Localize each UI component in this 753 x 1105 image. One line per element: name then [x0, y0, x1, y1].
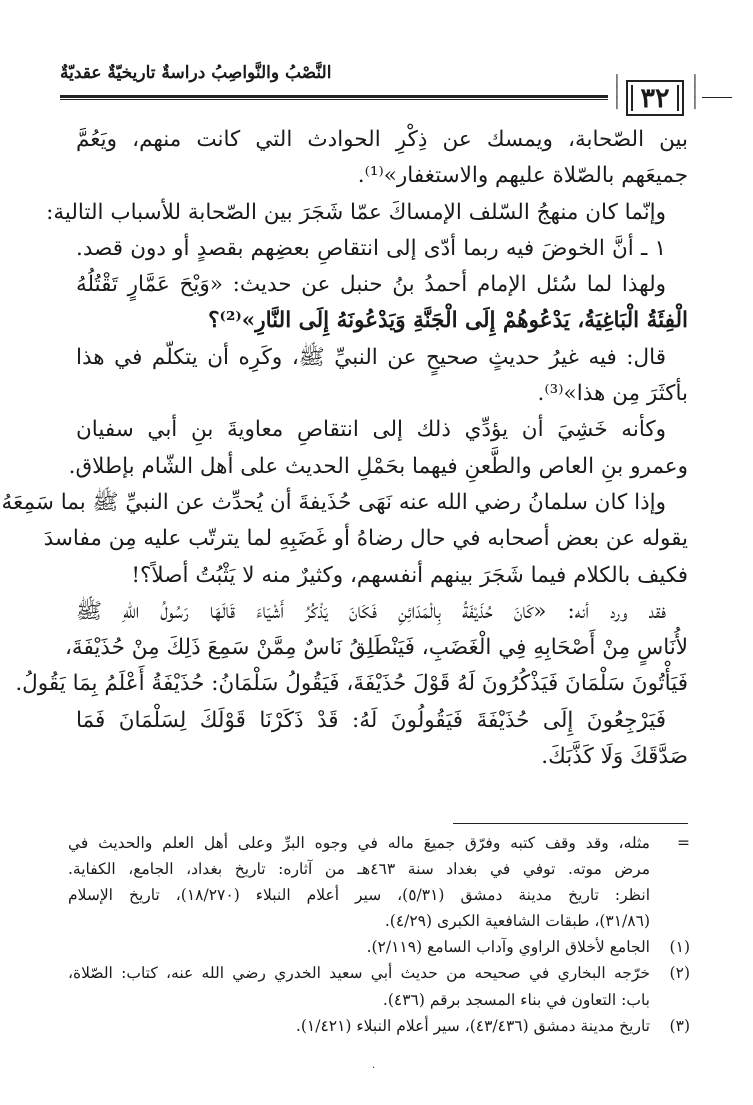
- text-line: فَيَرْجِعُونَ إِلَى حُذَيْفَةَ فَيَقُولُونَ لَهُ: قَدْ ذَكَرْنَا قَوْلَكَ لِسَلْمَانَ فَمَا: [76, 707, 666, 733]
- footnote-line: [68, 856, 690, 882]
- main-text: [1, 122, 688, 775]
- footnote-line: [68, 934, 690, 960]
- footnote-separator: [453, 823, 688, 824]
- footnote-marker: =: [677, 834, 690, 852]
- footnote-line: [68, 960, 690, 986]
- footnote-text: باب: التعاون في بناء المسجد برقم (٤٣٦).: [382, 990, 650, 1009]
- page-dot: ·: [372, 1063, 376, 1074]
- text-line: وإذا كان سلمانُ رضي الله عنه نَهَى حُذَيفةَ أن يُحدِّث عن النبيِّ ﷺ بما سَمِعَهُ: [1, 489, 666, 515]
- page-number: ٣٢: [626, 80, 684, 116]
- text-line: ولهذا لما سُئل الإمام أحمدُ بنُ حنبل عن حديث: «وَيْحَ عَمَّارٍ تَقْتُلُهُ: [76, 272, 666, 298]
- ornament-left: ❘ ❘ ❘: [611, 73, 623, 110]
- footnote-marker: (٣): [669, 1016, 690, 1035]
- footnote-text: مثله، وقد وقف كتبه وفرّق جميعَ ماله في وجوه البرِّ وعلى أهل العلم والحديث في: [68, 834, 650, 852]
- text-line: بين الصّحابة، ويمسك عن ذِكْرِ الحوادث التي كانت منهم، ويَعُمَّ: [76, 127, 688, 152]
- text-line: قال: فيه غيرُ حديثٍ صحيحٍ عن النبيِّ ﷺ، وكَرِه أن يتكلّم في هذا: [76, 344, 666, 370]
- text-line: وكأنه خَشِيَ أن يؤدِّي ذلك إلى انتقاصِ معاويةَ بنِ أبي سفيان: [76, 417, 666, 443]
- text-line: فقد ورد أنه: «كَانَ حُذَيْفَةُ بِالْمَدَائِنِ فَكَانَ يَذْكُرُ أَشْيَاءَ قَالَهَا رَسُولُ اللهِ ﷺ: [76, 598, 666, 624]
- footnote-text: تاريخ مدينة دمشق (٤٣/٤٣٦)، سير أعلام النبلاء (١/٤٢١).: [295, 1016, 650, 1035]
- ornament-right: ❘ ❘ ❘: [689, 73, 701, 110]
- text-line: يقوله عن بعض أصحابه في حال رضاهُ أو غَضَبِهِ لما يترتّب عليه مِن مفاسدَ: [43, 526, 688, 552]
- running-title: النَّصْبُ والنَّواصِبُ دراسةٌ تاريخيّةٌ عقديّةٌ: [60, 63, 332, 83]
- text-line: جميعَهم بالصّلاة عليهم والاستغفار»⁽¹⁾.: [357, 163, 688, 189]
- footnote-line: [68, 830, 690, 856]
- text-line: فَيَأْتُونَ سَلْمَانَ فَيَذْكُرُونَ لَهُ قَوْلَ حُذَيْفَةَ، فَيَقُولُ سَلْمَانُ: حُذَيْفَةُ أَعْلَمُ بِمَا يَقُولُ.: [15, 671, 688, 697]
- footnote-marker: (١): [669, 938, 690, 957]
- footnote-line: [68, 908, 690, 934]
- footnote-text: انظر: تاريخ مدينة دمشق (٥/٣١)، سير أعلام النبلاء (١٨/٢٧٠)، تاريخ الإسلام: [68, 886, 651, 905]
- text-line: ١ ـ أنَّ الخوضَ فيه ربما أدّى إلى انتقاصِ بعضِهم بقصدٍ أو دون قصد.: [76, 235, 666, 261]
- text-line: فكيف بالكلام فيما شَجَرَ بينهم أنفسهم، وكثيرٌ منه لا يَثْبُتُ أصلاً؟!: [131, 562, 688, 588]
- footnotes: [68, 830, 690, 1039]
- footnote-text: الجامع لأخلاق الراوي وآداب السامع (٢/١١٩).: [366, 938, 650, 957]
- text-line: صَدَّقَكَ وَلَا كَذَّبَكَ.: [541, 744, 688, 770]
- footnote-text: (٣١/٨٦)، طبقات الشافعية الكبرى (٤/٢٩).: [384, 912, 650, 931]
- text-line: لأُنَاسٍ مِنْ أَصْحَابِهِ فِي الْغَضَبِ، فَيَنْطَلِقُ نَاسٌ مِمَّنْ سَمِعَ ذَلِكَ مِنْ حُذَيْفَةَ،: [64, 635, 688, 661]
- text-line: بأكثَرَ مِن هذا»⁽³⁾.: [537, 381, 688, 407]
- footnote-line: [68, 1013, 690, 1039]
- footnote-line: [68, 882, 690, 908]
- header-rule: [60, 95, 608, 100]
- footnote-text: خرّجه البخاري في صحيحه من حديث أبي سعيد الخدري رضي الله عنه، كتاب: الصّلاة،: [68, 964, 650, 983]
- header-rule-right: [702, 97, 732, 98]
- footnote-marker: (٢): [669, 964, 690, 983]
- footnote-line: [68, 987, 690, 1013]
- text-line: وعمرو بنِ العاص والطَّعنِ فيهما بحَمْلِ الحديث على أهل الشّام بإطلاق.: [68, 453, 688, 479]
- page-header: [58, 55, 701, 121]
- text-line: وإنّما كان منهجُ السّلف الإمساكَ عمّا شَجَرَ بين الصّحابة للأسباب التالية:: [46, 199, 666, 225]
- footnote-text: مرض موته. توفي في بغداد سنة ٤٦٣هـ من آثاره: تاريخ بغداد، الجامع، الكفاية.: [68, 860, 651, 879]
- text-line: الْفِئَةُ الْبَاغِيَةُ، يَدْعُوهُمْ إِلَى الْجَنَّةِ وَيَدْعُونَهُ إِلَى النَّارِ»⁽²⁾؟: [208, 308, 688, 334]
